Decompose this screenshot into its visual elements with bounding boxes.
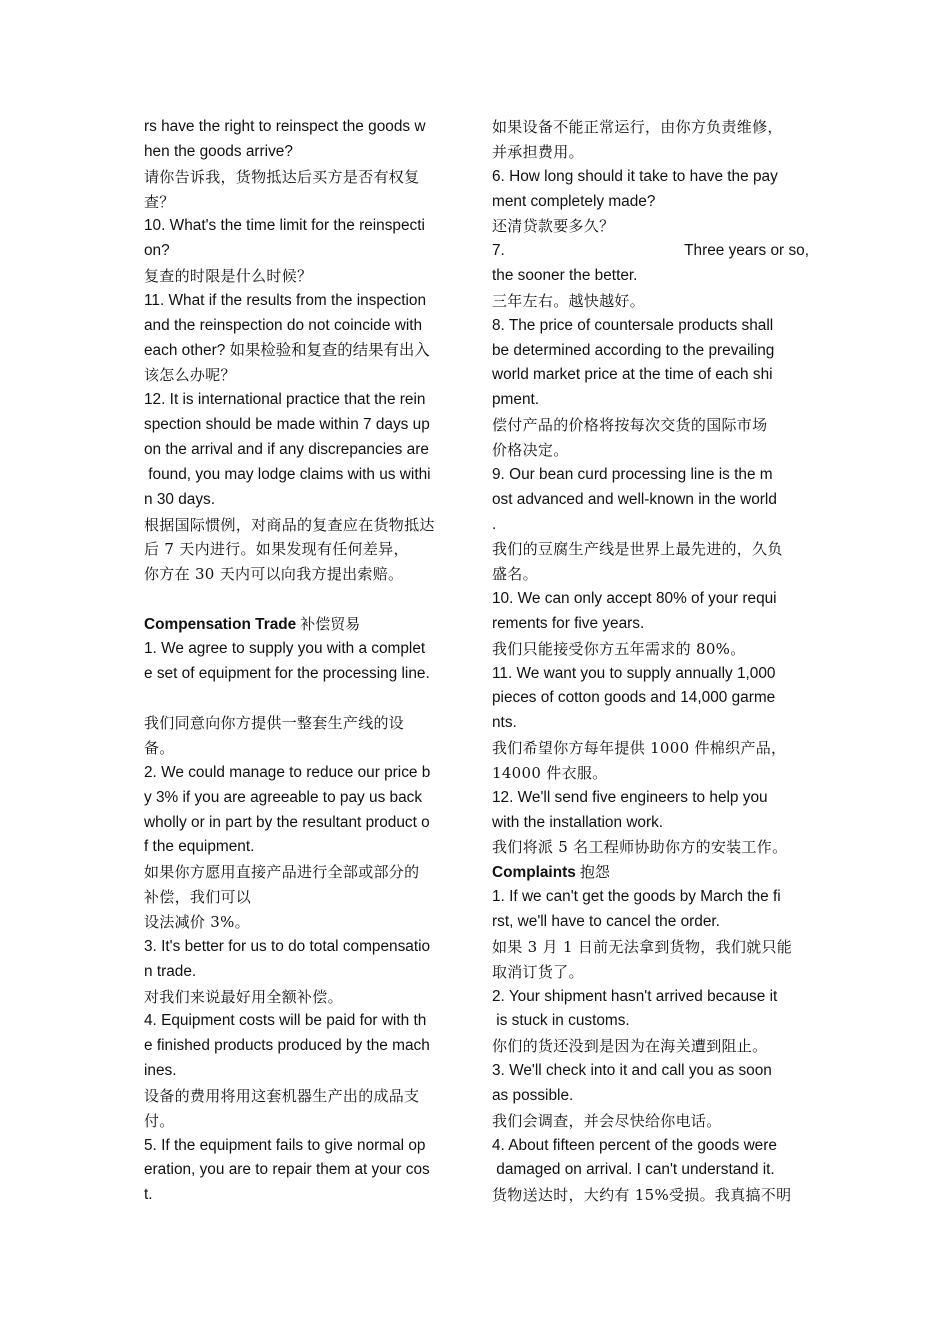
- text-line: 并承担费用。: [492, 142, 584, 161]
- text-line: damaged on arrival. I can't understand it.: [492, 1161, 775, 1179]
- text-line: with the installation work.: [492, 813, 664, 831]
- text-line: 设备的费用将用这套机器生产出的成品支: [144, 1086, 420, 1105]
- text-line: t.: [144, 1186, 153, 1204]
- text-line: 10. What's the time limit for the reinspecti: [144, 217, 425, 235]
- english-sentence: [492, 239, 817, 289]
- text-line: be determined according to the prevailing: [492, 341, 775, 359]
- chinese-translation: [492, 289, 817, 314]
- text-line: as possible.: [492, 1086, 574, 1104]
- english-sentence: [144, 339, 469, 389]
- text-line: e finished products produced by the mach: [144, 1037, 430, 1055]
- english-sentence: [144, 761, 469, 860]
- text-line: 该怎么办呢？: [144, 366, 236, 385]
- text-line: rs have the right to reinspect the goods w: [144, 118, 426, 135]
- text-line: 10. We can only accept 80% of your requi: [492, 590, 777, 608]
- text-line: found, you may lodge claims with us withi: [144, 465, 431, 483]
- text-line: 三年左右。越快越好。: [492, 291, 646, 310]
- text-line: pieces of cotton goods and 14,000 garme: [492, 689, 776, 707]
- spacer: [144, 587, 469, 612]
- text-line: on?: [144, 242, 170, 260]
- section-heading-english: Compensation Trade: [144, 615, 297, 633]
- text-segment: Three years or so,: [684, 242, 809, 260]
- text-line: 8. The price of countersale products shall: [492, 316, 774, 334]
- text-line: 盛名。: [492, 565, 538, 584]
- text-line: 设法减价 3%。: [144, 913, 250, 931]
- english-sentence: [492, 885, 817, 935]
- chinese-translation: [492, 537, 817, 587]
- text-line: 11. We want you to supply annually 1,000: [492, 664, 776, 682]
- text-line: 取消订货了。: [492, 962, 584, 981]
- english-sentence: [492, 1059, 817, 1109]
- section-heading-english: Complaints: [492, 864, 576, 882]
- text-line: 付。: [144, 1111, 175, 1130]
- text-line: rements for five years.: [492, 614, 645, 632]
- text-line: 3. It's better for us to do total compensatio: [144, 937, 431, 955]
- spacer: [144, 686, 469, 711]
- text-line: 我们将派 5 名工程师协助你方的安装工作。: [492, 838, 788, 857]
- text-line: ines.: [144, 1062, 177, 1080]
- text-line: nts.: [492, 714, 517, 732]
- english-sentence: [492, 662, 817, 737]
- text-line: 2. We could manage to reduce our price b: [144, 763, 431, 781]
- text-line: 我们的豆腐生产线是世界上最先进的，久负: [492, 540, 783, 559]
- text-line: rst, we'll have to cancel the order.: [492, 913, 720, 930]
- text-line: 对我们来说最好用全额补偿。: [144, 987, 343, 1006]
- text-line: 4. Equipment costs will be paid for with th: [144, 1012, 427, 1030]
- chinese-translation: [144, 1084, 469, 1134]
- text-line: 如果你方愿用直接产品进行全部或部分的: [144, 863, 420, 882]
- text-line: on the arrival and if any discrepancies are: [144, 440, 429, 458]
- text-line: spection should be made within 7 days up: [144, 416, 430, 434]
- text-segment: 7.: [492, 242, 505, 260]
- section-heading-chinese: 补偿贸易: [300, 614, 361, 633]
- left-column: [144, 115, 469, 1208]
- chinese-translation: [144, 860, 469, 935]
- english-sentence: [492, 1134, 817, 1184]
- text-line: ost advanced and well-known in the world: [492, 490, 777, 508]
- text-line: 如果设备不能正常运行，由你方负责维修，: [492, 118, 783, 136]
- chinese-translation: [492, 115, 817, 165]
- text-line: y 3% if you are agreeable to pay us back: [144, 788, 423, 806]
- chinese-translation: [492, 835, 817, 860]
- right-column: [492, 115, 817, 1208]
- english-sentence: [492, 587, 817, 637]
- text-line: 货物送达时，大约有 15%受损。我真搞不明: [492, 1186, 792, 1205]
- chinese-translation: [492, 637, 817, 662]
- english-sentence: [144, 1009, 469, 1084]
- chinese-translation: [492, 736, 817, 786]
- text-line: f the equipment.: [144, 838, 255, 856]
- text-line: 9. Our bean curd processing line is the m: [492, 465, 773, 483]
- text-line: n 30 days.: [144, 490, 216, 508]
- text-line: ment completely made?: [492, 192, 656, 210]
- section-heading: [492, 860, 817, 885]
- text-line: pment.: [492, 391, 540, 409]
- english-sentence: [492, 314, 817, 413]
- chinese-translation: [492, 935, 817, 985]
- text-line: and the reinspection do not coincide with: [144, 316, 423, 334]
- text-line: 备。: [144, 739, 175, 758]
- text-line: is stuck in customs.: [492, 1012, 630, 1030]
- chinese-translation: [144, 165, 469, 215]
- english-sentence: [144, 289, 469, 339]
- text-line: world market price at the time of each shi: [492, 366, 773, 384]
- chinese-translation: [144, 264, 469, 289]
- chinese-translation: [144, 513, 469, 588]
- text-line: .: [492, 515, 497, 533]
- text-line: 12. We'll send five engineers to help you: [492, 788, 768, 806]
- text-line: 后 7 天内进行。如果发现有任何差异，: [144, 540, 409, 559]
- text-line: 2. Your shipment hasn't arrived because it: [492, 987, 778, 1005]
- text-line: 根据国际惯例，对商品的复查应在货物抵达: [144, 515, 435, 534]
- text-line: 你们的货还没到是因为在海关遭到阻止。: [492, 1037, 768, 1056]
- text-line: 还清贷款要多久？: [492, 217, 615, 236]
- english-sentence: [492, 786, 817, 836]
- english-sentence: [492, 463, 817, 538]
- text-line: hen the goods arrive?: [144, 142, 293, 160]
- text-line: 价格决定。: [492, 440, 569, 459]
- text-line: 3. We'll check into it and call you as soon: [492, 1062, 772, 1080]
- section-heading: [144, 612, 469, 637]
- chinese-translation: [492, 1034, 817, 1059]
- chinese-translation: [492, 214, 817, 239]
- text-line: 6. How long should it take to have the pay: [492, 167, 778, 185]
- text-line: 我们同意向你方提供一整套生产线的设: [144, 714, 405, 733]
- text-line: 补偿，我们可以: [144, 888, 252, 907]
- text-line: 4. About fifteen percent of the goods were: [492, 1136, 777, 1154]
- text-line: 复查的时限是什么时候？: [144, 267, 313, 286]
- english-sentence: [144, 637, 469, 687]
- text-line: 14000 件衣服。: [492, 763, 608, 782]
- english-sentence: [144, 388, 469, 512]
- chinese-translation: [492, 1109, 817, 1134]
- text-line: 1. We agree to supply you with a complet: [144, 639, 426, 657]
- text-line: 我们希望你方每年提供 1000 件棉织产品，: [492, 739, 787, 758]
- text-line: e set of equipment for the processing line.: [144, 664, 430, 682]
- chinese-translation: [144, 985, 469, 1010]
- text-line: 我们会调查，并会尽快给你电话。: [492, 1111, 722, 1130]
- text-line: each other? 如果检验和复查的结果有出入: [144, 341, 430, 359]
- english-sentence: [492, 985, 817, 1035]
- text-line: 请你告诉我，货物抵达后买方是否有权复: [144, 167, 420, 186]
- english-sentence: [144, 935, 469, 985]
- text-line: the sooner the better.: [492, 267, 638, 285]
- section-heading-chinese: 抱怨: [579, 863, 610, 882]
- english-sentence: [144, 1134, 469, 1209]
- text-line: n trade.: [144, 962, 197, 980]
- text-line: 如果 3 月 1 日前无法拿到货物，我们就只能: [492, 937, 793, 956]
- text-line: 查？: [144, 192, 175, 211]
- chinese-translation: [492, 1183, 817, 1208]
- text-line: 我们只能接受你方五年需求的 80%。: [492, 639, 746, 658]
- text-line: 偿付产品的价格将按每次交货的国际市场: [492, 416, 768, 435]
- english-sentence: [492, 165, 817, 215]
- text-line: [492, 239, 817, 264]
- text-line: 11. What if the results from the inspection: [144, 291, 427, 309]
- text-line: 1. If we can't get the goods by March the fi: [492, 888, 781, 906]
- english-sentence: [144, 115, 469, 165]
- text-line: eration, you are to repair them at your cos: [144, 1161, 430, 1179]
- text-line: 5. If the equipment fails to give normal op: [144, 1136, 426, 1154]
- english-sentence: [144, 214, 469, 264]
- chinese-translation: [492, 413, 817, 463]
- text-line: wholly or in part by the resultant product o: [144, 813, 430, 831]
- text-line: 你方在 30 天内可以向我方提出索赔。: [144, 565, 404, 584]
- text-line: 12. It is international practice that the rein: [144, 391, 426, 409]
- chinese-translation: [144, 711, 469, 761]
